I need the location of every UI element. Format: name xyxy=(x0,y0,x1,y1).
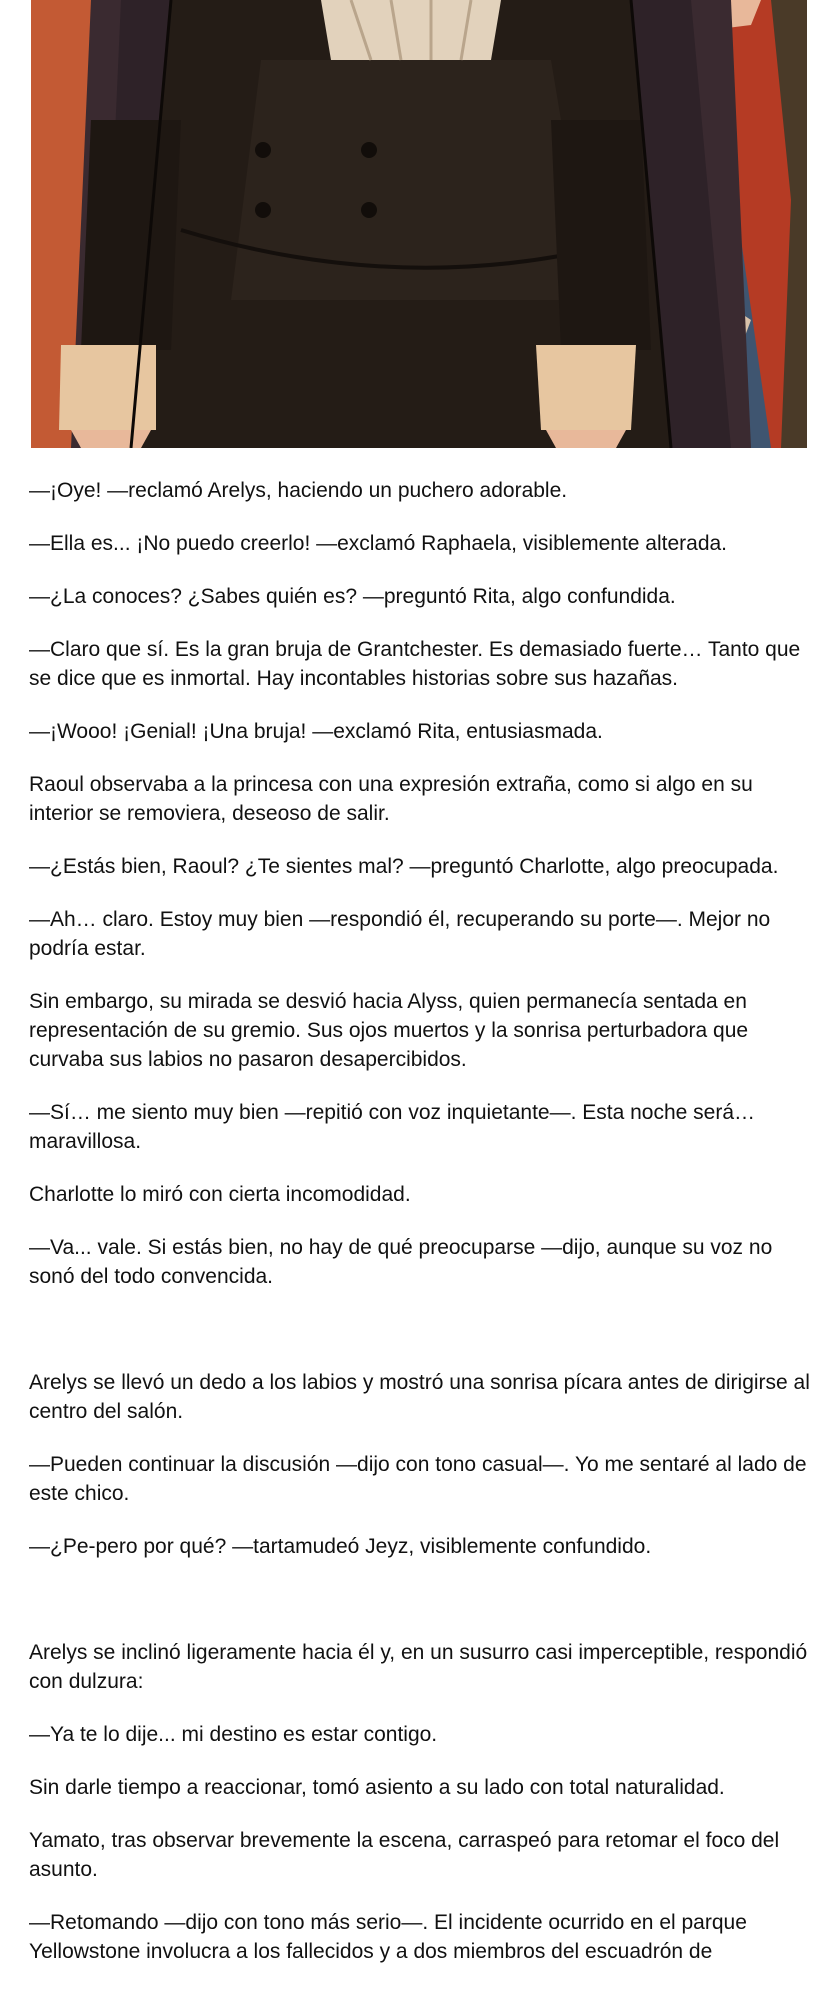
paragraph: Sin darle tiempo a reaccionar, tomó asiento a su lado con total naturalidad. xyxy=(29,1776,725,1799)
paragraph: —Ella es... ¡No puedo creerlo! —exclamó Raphaela, visiblemente alterada. xyxy=(29,532,728,555)
paragraph: —¿Pe-pero por qué? —tartamudeó Jeyz, visiblemente confundido. xyxy=(29,1535,652,1558)
paragraph: Charlotte lo miró con cierta incomodidad. xyxy=(29,1183,411,1206)
paragraph: Sin embargo, su mirada se desvió hacia Alyss, quien permanecía sentada en representación de su gremio. Sus ojos muertos y la sonrisa perturbadora que curvaba sus labios no pasaron desapercibidos. xyxy=(29,990,749,1071)
paragraph: Raoul observaba a la princesa con una expresión extraña, como si algo en su interior se removiera, deseoso de salir. xyxy=(29,773,753,825)
paragraph: Arelys se llevó un dedo a los labios y mostró una sonrisa pícara antes de dirigirse al centro del salón. xyxy=(29,1371,810,1423)
paragraph: —¿La conoces? ¿Sabes quién es? —preguntó Rita, algo confundida. xyxy=(29,585,676,608)
paragraph: —Pueden continuar la discusión —dijo con tono casual—. Yo me sentaré al lado de este chico. xyxy=(29,1453,807,1505)
paragraph: Yamato, tras observar brevemente la escena, carraspeó para retomar el foco del asunto. xyxy=(29,1829,780,1881)
manga-illustration xyxy=(31,0,807,448)
paragraph: —Claro que sí. Es la gran bruja de Grantchester. Es demasiado fuerte… Tanto que se dice que es inmortal. Hay incontables historias sobre sus hazañas. xyxy=(29,638,801,690)
paragraph-break xyxy=(29,1585,819,1614)
story-text xyxy=(29,476,819,1990)
paragraph: Arelys se inclinó ligeramente hacia él y, en un susurro casi imperceptible, respondió con dulzura: xyxy=(29,1641,808,1693)
paragraph: —Va... vale. Si estás bien, no hay de qué preocuparse —dijo, aunque su voz no sonó del todo convencida. xyxy=(29,1236,773,1288)
manga-illustration-icon xyxy=(31,0,807,448)
paragraph: —Ya te lo dije... mi destino es estar contigo. xyxy=(29,1723,438,1746)
paragraph: —¡Oye! —reclamó Arelys, haciendo un puchero adorable. xyxy=(29,479,568,502)
paragraph: —Ah… claro. Estoy muy bien —respondió él, recuperando su porte—. Mejor no podría estar. xyxy=(29,908,771,960)
paragraph: —¿Estás bien, Raoul? ¿Te sientes mal? —preguntó Charlotte, algo preocupada. xyxy=(29,855,779,878)
paragraph: —¡Wooo! ¡Genial! ¡Una bruja! —exclamó Rita, entusiasmada. xyxy=(29,720,603,743)
paragraph: —Retomando —dijo con tono más serio—. El incidente ocurrido en el parque Yellowstone involucra a los fallecidos y a dos miembros del escuadrón de xyxy=(29,1911,747,1963)
paragraph-break xyxy=(29,1315,819,1344)
paragraph: —Sí… me siento muy bien —repitió con voz inquietante—. Esta noche será… maravillosa. xyxy=(29,1101,756,1153)
